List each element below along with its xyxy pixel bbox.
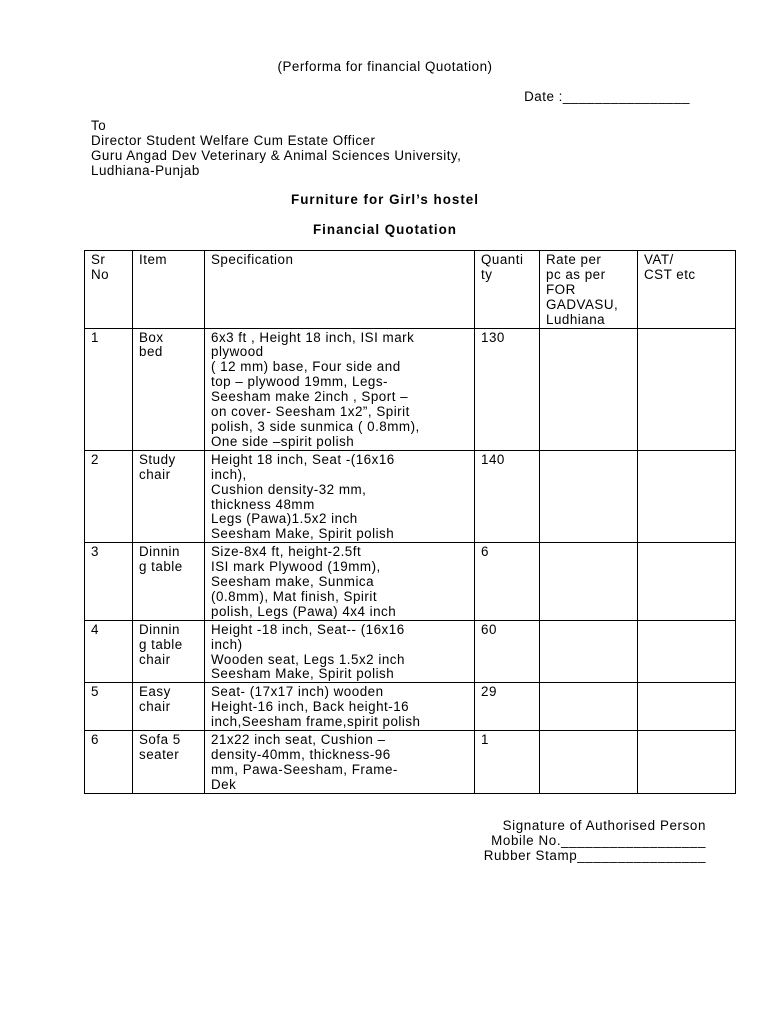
row-item: Box bed [133,328,205,450]
section-title-furniture: Furniture for Girl’s hostel [291,192,479,207]
address-to: To [91,118,107,133]
header-quantity: Quanti ty [475,251,540,329]
row-specification: Height -18 inch, Seat-- (16x16 inch) Wooden seat, Legs 1.5x2 inch Seesham Make, Spirit polish [205,620,475,683]
row-specification: Size-8x4 ft, height-2.5ft ISI mark Plywood (19mm), Seesham make, Sunmica (0.8mm), Mat finish, Spirit polish, Legs (Pawa) 4x4 inch [205,543,475,621]
table-row [85,620,736,683]
row-item: Easy chair [133,683,205,731]
header-vat: VAT/ CST etc [638,251,736,329]
table-row [85,683,736,731]
address-line-1: Director Student Welfare Cum Estate Officer [91,133,376,148]
row-rate [540,543,638,621]
row-quantity: 6 [475,543,540,621]
table-row [85,450,736,542]
address-line-3: Ludhiana-Punjab [91,163,200,178]
date-field: Date :________________ [524,89,690,104]
row-quantity: 130 [475,328,540,450]
row-vat [638,731,736,794]
row-rate [540,731,638,794]
row-quantity: 140 [475,450,540,542]
table-row [85,543,736,621]
table-row [85,731,736,794]
signature-label: Signature of Authorised Person [502,818,706,833]
row-quantity: 60 [475,620,540,683]
row-sr: 4 [85,620,133,683]
row-item: Study chair [133,450,205,542]
mobile-number-field: Mobile No.__________________ [491,833,706,848]
row-vat [638,683,736,731]
header-item: Item [133,251,205,329]
header-sr-no: Sr No [85,251,133,329]
table-header-row [85,251,736,329]
row-item: Dinnin g table chair [133,620,205,683]
row-specification: 6x3 ft , Height 18 inch, ISI mark plywood ( 12 mm) base, Four side and top – plywood 19mm, Legs- Seesham make 2inch , Sport – on cover- Seesham 1x2”, Spirit polish, 3 side sunmica ( 0.8mm), One side –spirit polish [205,328,475,450]
row-sr: 6 [85,731,133,794]
row-specification: Seat- (17x17 inch) wooden Height-16 inch, Back height-16 inch,Seesham frame,spirit polish [205,683,475,731]
row-sr: 2 [85,450,133,542]
row-rate [540,450,638,542]
row-vat [638,450,736,542]
row-rate [540,620,638,683]
table-row [85,328,736,450]
row-quantity: 29 [475,683,540,731]
header-specification: Specification [205,251,475,329]
quotation-table [84,250,736,794]
row-rate [540,328,638,450]
row-sr: 1 [85,328,133,450]
header-rate: Rate per pc as per FOR GADVASU, Ludhiana [540,251,638,329]
row-vat [638,543,736,621]
row-sr: 3 [85,543,133,621]
row-specification: Height 18 inch, Seat -(16x16 inch), Cushion density-32 mm, thickness 48mm Legs (Pawa)1.5x2 inch Seesham Make, Spirit polish [205,450,475,542]
row-sr: 5 [85,683,133,731]
rubber-stamp-field: Rubber Stamp________________ [483,848,706,863]
row-vat [638,620,736,683]
row-specification: 21x22 inch seat, Cushion – density-40mm, thickness-96 mm, Pawa-Seesham, Frame- Dek [205,731,475,794]
row-item: Sofa 5 seater [133,731,205,794]
section-title-financial: Financial Quotation [313,222,457,237]
performa-title: (Performa for financial Quotation) [277,59,493,74]
address-line-2: Guru Angad Dev Veterinary & Animal Sciences University, [91,148,462,163]
row-vat [638,328,736,450]
row-rate [540,683,638,731]
row-quantity: 1 [475,731,540,794]
row-item: Dinnin g table [133,543,205,621]
